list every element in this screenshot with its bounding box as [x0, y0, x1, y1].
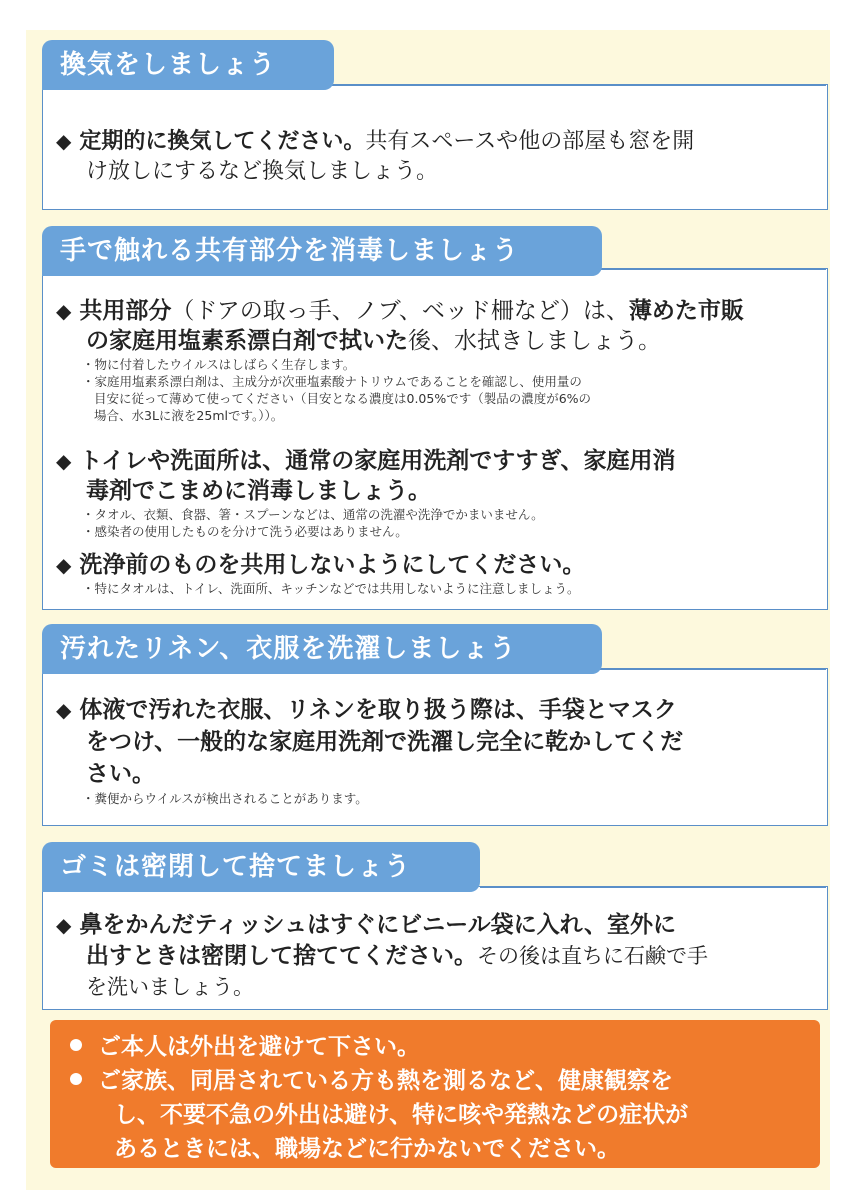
trash-line3: を洗いましょう。	[86, 975, 254, 999]
item1-note1: ・物に付着したウイルスはしばらく生存します。	[82, 357, 356, 372]
trash-line1: 鼻をかんだティッシュはすぐにビニール袋に入れ、室外に	[79, 912, 677, 938]
item1-normal1: （ドアの取っ手、ノブ、ベッド柵など）は、	[171, 298, 629, 324]
notice-bullet2-line2: し、不要不急の外出は避け、特に咳や発熱などの症状が	[114, 1102, 689, 1128]
item1-normal2: 後、水拭きしましょう。	[408, 328, 661, 354]
tab-underline	[320, 84, 826, 86]
bullet-dot-icon	[70, 1073, 82, 1085]
tab-underline	[590, 268, 826, 270]
item3-line1: 洗浄前のものを共用しないようにしてください。	[79, 552, 586, 578]
trash-line2-rest: その後は直ちに石鹸で手	[477, 944, 708, 968]
notice-box	[50, 1020, 820, 1168]
laundry-line3: さい。	[86, 761, 155, 787]
diamond-bullet-icon: ◆	[56, 553, 72, 577]
diamond-bullet-icon: ◆	[56, 299, 72, 323]
ventilation-item	[56, 126, 816, 187]
disinfect-item-3	[56, 550, 816, 597]
tab-underline	[480, 886, 826, 888]
trash-item	[56, 910, 816, 1003]
lead-text-line2: け放しにするなど換気しましょう。	[86, 159, 439, 184]
bullet-dot-icon	[70, 1039, 82, 1051]
item2-line2: 毒剤でこまめに消毒しましょう。	[86, 478, 431, 504]
diamond-bullet-icon: ◆	[56, 698, 72, 722]
diamond-bullet-icon: ◆	[56, 129, 72, 153]
laundry-line1: 体液で汚れた衣服、リネンを取り扱う際は、手袋とマスク	[79, 697, 677, 723]
item3-note1: ・特にタオルは、トイレ、洗面所、キッチンなどでは共用しないように注意しましょう。	[82, 581, 580, 596]
item1-bold1: 共用部分	[79, 298, 172, 324]
diamond-bullet-icon: ◆	[56, 913, 72, 937]
laundry-item	[56, 694, 816, 807]
notice-bullet-1	[70, 1030, 820, 1064]
notice-bullet2-line1: ご家族、同居されている方も熱を測るなど、健康観察を	[98, 1068, 673, 1094]
section-title-laundry: 汚れたリネン、衣服を洗濯しましょう	[42, 624, 602, 674]
item1-bold2: 薄めた市販	[628, 298, 744, 324]
section-title-ventilation: 換気をしましょう	[42, 40, 334, 90]
lead-text: 共有スペースや他の部屋も窓を開	[365, 129, 695, 154]
tab-underline	[600, 668, 826, 670]
diamond-bullet-icon: ◆	[56, 449, 72, 473]
disinfect-item-1	[56, 296, 816, 424]
item1-note2: ・家庭用塩素系漂白剤は、主成分が次亜塩素酸ナトリウムであることを確認し、使用量の	[82, 374, 582, 389]
disinfect-item-2	[56, 446, 816, 540]
item2-note2: ・感染者の使用したものを分けて洗う必要はありません。	[82, 524, 408, 539]
trash-line2-bold: 出すときは密閉して捨ててください。	[86, 943, 477, 969]
laundry-note1: ・糞便からウイルスが検出されることがあります。	[82, 791, 368, 806]
item2-line1: トイレや洗面所は、通常の家庭用洗剤ですすぎ、家庭用消	[79, 448, 676, 474]
item1-note4: 場合、水3Lに液を25mlです。））。	[94, 408, 284, 423]
notice-bullet-2	[70, 1064, 820, 1098]
laundry-line2: をつけ、一般的な家庭用洗剤で洗濯し完全に乾かしてくだ	[86, 729, 684, 755]
item1-note3: 目安に従って薄めて使ってください（目安となる濃度は0.05%です（製品の濃度が6%の	[94, 391, 592, 406]
lead-bold: 定期的に換気してください。	[79, 129, 366, 154]
section-title-trash: ゴミは密閉して捨てましょう	[42, 842, 480, 892]
item2-note1: ・タオル、衣類、食器、箸・スプーンなどは、通常の洗濯や洗浄でかまいません。	[82, 507, 544, 522]
section-title-disinfect: 手で触れる共有部分を消毒しましょう	[42, 226, 602, 276]
notice-bullet1-text: ご本人は外出を避けて下さい。	[98, 1034, 420, 1060]
item1-bold3: の家庭用塩素系漂白剤で拭いた	[86, 328, 408, 354]
notice-bullet2-line3: あるときには、職場などに行かないでください。	[114, 1136, 620, 1162]
